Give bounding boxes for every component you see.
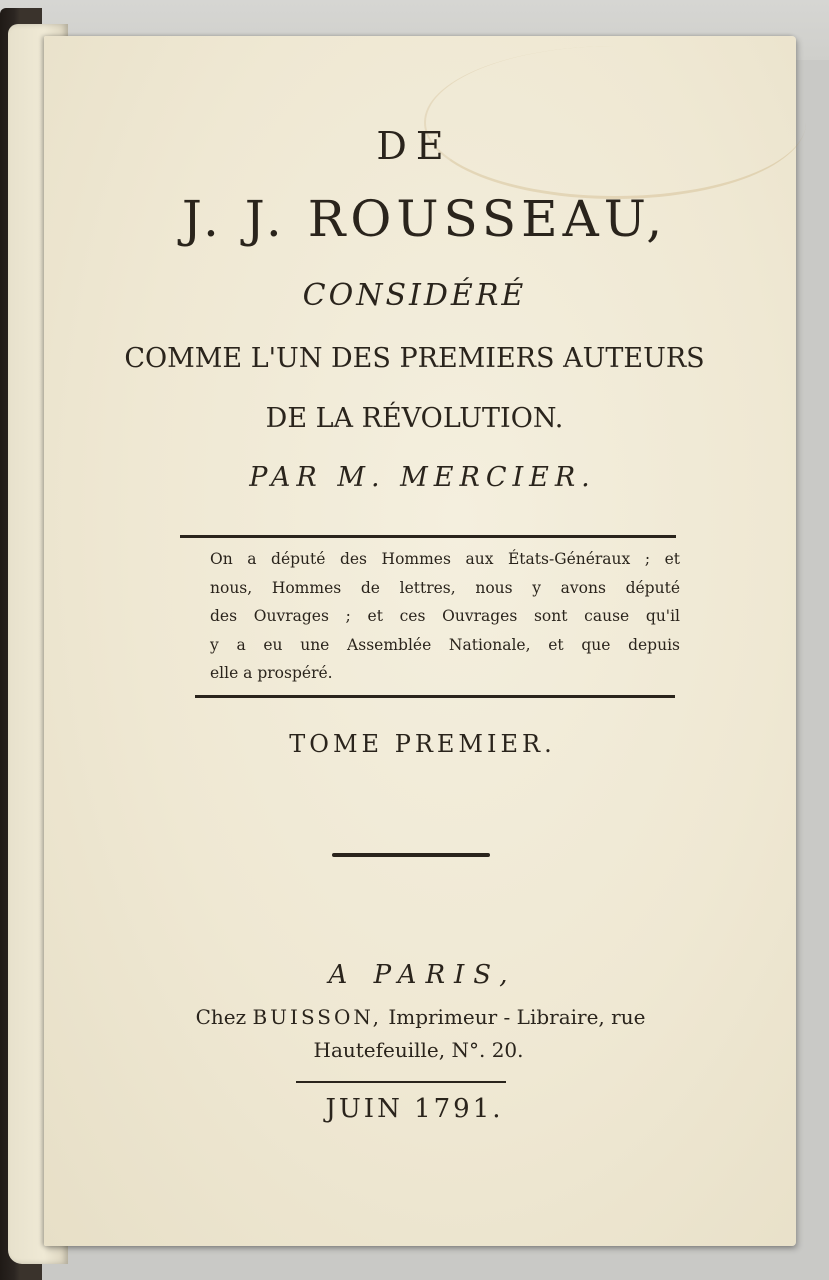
divider-rule-bottom <box>195 695 675 698</box>
imprint-publisher-line <box>6 1005 829 1029</box>
imprint-rule <box>296 1081 506 1083</box>
epigraph-line: y a eu une Assemblée Nationale, et que depuis <box>210 635 680 654</box>
author-name: J. J. ROUSSEAU, <box>181 190 668 248</box>
divider-rule-top <box>180 535 676 538</box>
imprint-publisher: BUISSON, <box>252 1005 382 1029</box>
epigraph-line: nous, Hommes de lettres, nous y avons député <box>210 578 680 597</box>
imprint-city: A PARIS, <box>328 960 517 990</box>
imprint-publisher-role: Imprimeur - Libraire, rue <box>388 1005 646 1029</box>
volume-label: TOME PREMIER. <box>289 730 556 758</box>
water-stain <box>424 46 806 199</box>
epigraph-line: elle a prospéré. <box>210 664 333 682</box>
subtitle-line-2: DE LA RÉVOLUTION. <box>265 403 564 434</box>
epigraph-line: des Ouvrages ; et ces Ouvrages sont cause qu'il <box>210 607 680 625</box>
imprint-date: JUIN 1791. <box>325 1094 504 1124</box>
subtitle-line-1: COMME L'UN DES PREMIERS AUTEURS <box>124 343 705 374</box>
imprint-chez: Chez <box>195 1005 247 1029</box>
imprint-address: Hautefeuille, N°. 20. <box>313 1038 524 1062</box>
title-line-de: DE <box>376 124 453 168</box>
ornament-rule <box>332 853 490 857</box>
title-considere: CONSIDÉRÉ <box>302 278 527 313</box>
byline: PAR M. MERCIER. <box>249 462 596 493</box>
epigraph <box>210 545 680 688</box>
epigraph-line: On a député des Hommes aux États-Généraux ; et <box>210 550 680 568</box>
